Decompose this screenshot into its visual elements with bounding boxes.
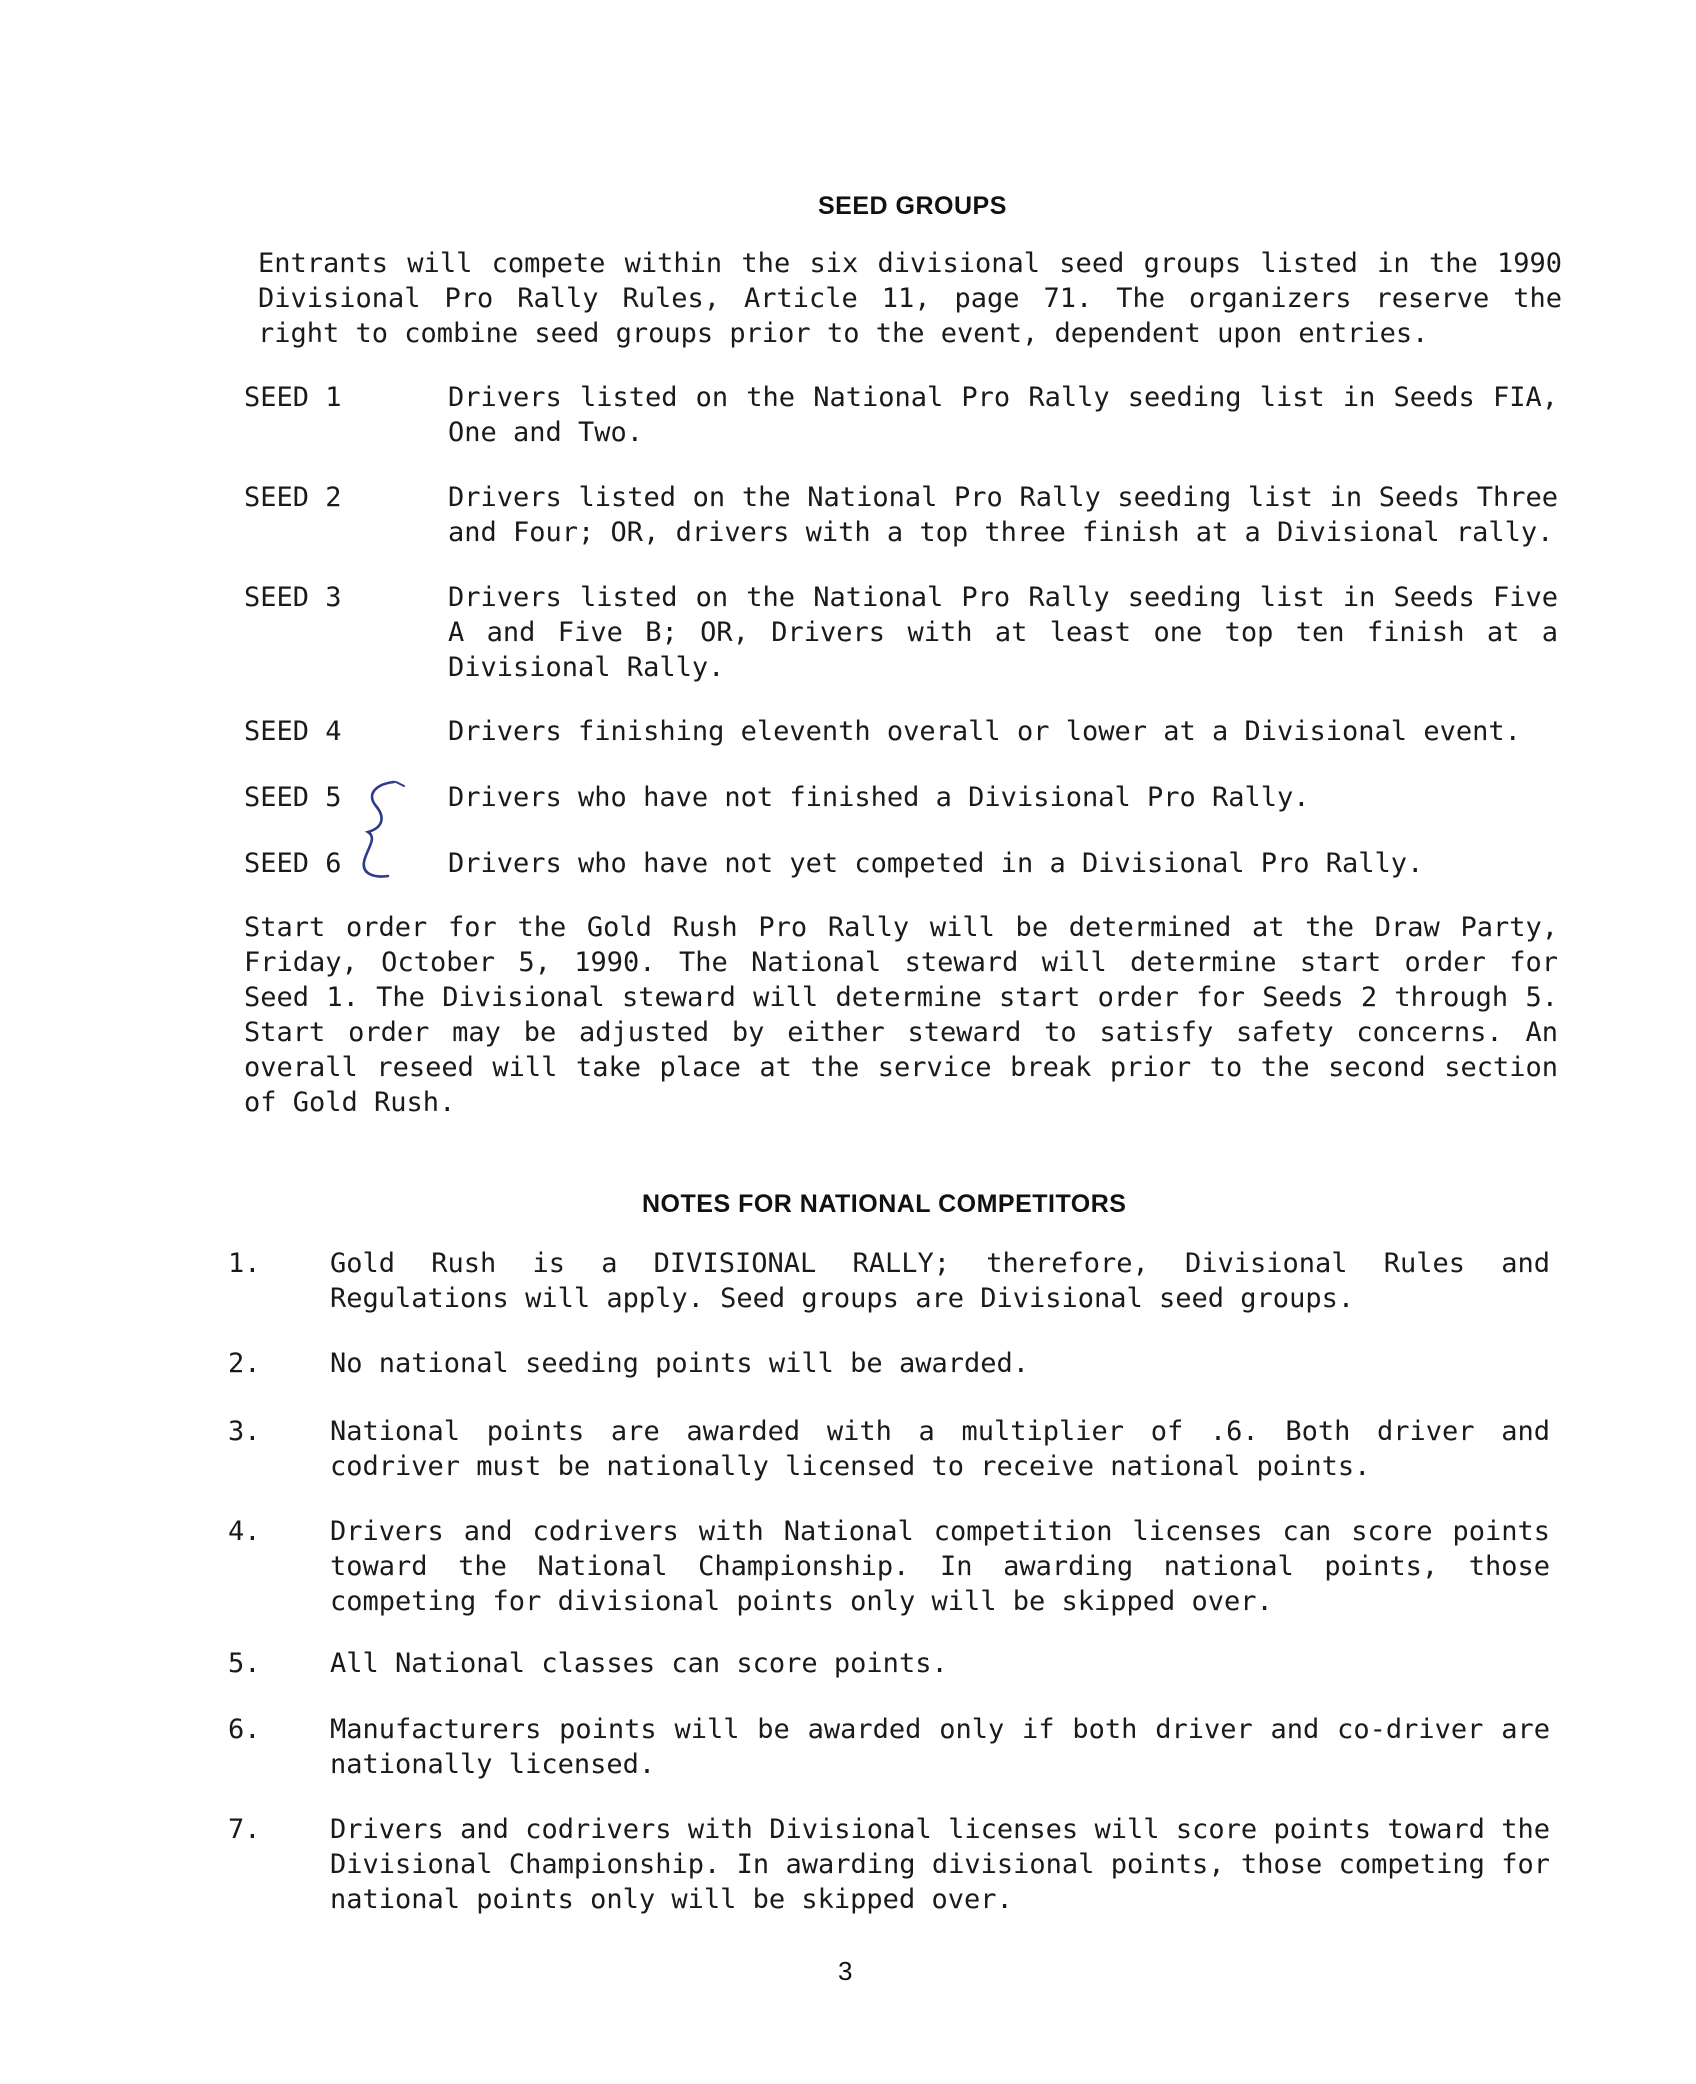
start-order-paragraph: Start order for the Gold Rush Pro Rally will be determined at the Draw Party, Friday, October 5, 1990. The National steward will determine start order for Seed 1. The Divisional steward will determine start order for Seeds 2 through 5. Start order may be adjusted by either steward to satisfy safety concerns. An overall reseed will take place at the service break prior to the second section of Gold Rush. — [244, 912, 1558, 1118]
page-number: 3 — [838, 1956, 853, 1986]
note-number: 6. — [228, 1714, 261, 1745]
note-text: All National classes can score points. — [330, 1648, 948, 1679]
seed-label: SEED 5 — [244, 782, 342, 813]
seed-description: Drivers finishing eleventh overall or lower at a Divisional event. — [448, 716, 1521, 747]
note-text: Manufacturers points will be awarded only if both driver and co-driver are nationally licensed. — [330, 1714, 1550, 1780]
note-text: Drivers and codrivers with Divisional licenses will score points toward the Divisional Championship. In awarding divisional points, those competing for national points only will be skipped over. — [330, 1814, 1550, 1915]
note-text: Gold Rush is a DIVISIONAL RALLY; therefore, Divisional Rules and Regulations will apply. Seed groups are Divisional seed groups. — [330, 1248, 1550, 1314]
note-text: Drivers and codrivers with National competition licenses can score points toward the National Championship. In awarding national points, those competing for divisional points only will be skipped over. — [330, 1516, 1550, 1617]
seed-description: Drivers listed on the National Pro Rally seeding list in Seeds FIA, One and Two. — [448, 382, 1558, 448]
note-text: No national seeding points will be awarded. — [330, 1348, 1029, 1379]
note-number: 1. — [228, 1248, 261, 1279]
seed-label: SEED 4 — [244, 716, 342, 747]
seed-groups-heading: SEED GROUPS — [818, 192, 1007, 220]
seed-description: Drivers who have not yet competed in a Divisional Pro Rally. — [448, 848, 1424, 879]
seed-label: SEED 3 — [244, 582, 342, 613]
seed-label: SEED 2 — [244, 482, 342, 513]
seed-row — [244, 480, 1564, 560]
note-number: 7. — [228, 1814, 261, 1845]
seed-row — [244, 380, 1564, 460]
note-text: National points are awarded with a multiplier of .6. Both driver and codriver must be nationally licensed to receive national points. — [330, 1416, 1550, 1482]
seed-groups-intro: Entrants will compete within the six divisional seed groups listed in the 1990 Divisional Pro Rally Rules, Article 11, page 71. The organizers reserve the right to combine seed groups prior to the event, dependent upon entries. — [258, 248, 1562, 349]
handwritten-brace-mark — [356, 776, 416, 886]
note-number: 4. — [228, 1516, 261, 1547]
seed-label: SEED 6 — [244, 848, 342, 879]
seed-description: Drivers who have not finished a Divisional Pro Rally. — [448, 782, 1310, 813]
seed-row — [244, 580, 1564, 683]
national-notes-heading: NOTES FOR NATIONAL COMPETITORS — [642, 1190, 1127, 1218]
note-number: 5. — [228, 1648, 261, 1679]
seed-label: SEED 1 — [244, 382, 342, 413]
note-number: 2. — [228, 1348, 261, 1379]
seed-description: Drivers listed on the National Pro Rally seeding list in Seeds Three and Four; OR, drivers with a top three finish at a Divisional rally. — [448, 482, 1558, 548]
note-number: 3. — [228, 1416, 261, 1447]
seed-description: Drivers listed on the National Pro Rally seeding list in Seeds Five A and Five B; OR, Drivers with at least one top ten finish at a Divisional Rally. — [448, 582, 1558, 683]
